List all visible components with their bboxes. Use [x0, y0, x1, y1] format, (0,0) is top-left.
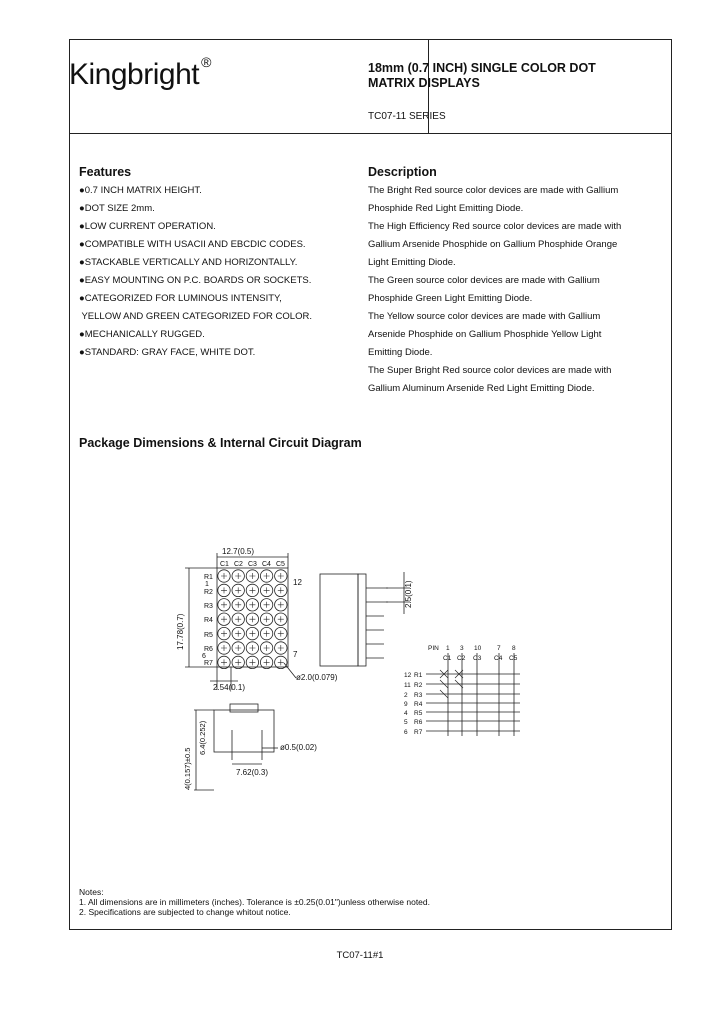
pin-number: 12	[293, 578, 302, 587]
matrix-dot-cross	[249, 631, 255, 637]
matrix-dot-cross	[221, 645, 227, 651]
description-line: The Super Bright Red source color devices are made with	[368, 365, 612, 376]
circuit-diagram	[426, 653, 520, 736]
lead-space-dimension: 2.5(0.1)	[404, 580, 413, 608]
circuit-col-label: C5	[509, 655, 518, 662]
side-dimension: 6.4(0.252)	[198, 720, 207, 755]
col-label: C5	[276, 561, 285, 568]
list-item: ●COMPATIBLE WITH USACII AND EBCDIC CODES.	[79, 239, 306, 250]
description-line: The Yellow source color devices are made with Gallium	[368, 311, 601, 322]
title-line-2: MATRIX DISPLAYS	[368, 76, 480, 90]
circuit-col-pin: 10	[474, 645, 482, 652]
circuit-col-pin: 3	[460, 645, 464, 652]
circuit-row-label: R5	[414, 710, 423, 717]
list-item: YELLOW AND GREEN CATEGORIZED FOR COLOR.	[79, 311, 312, 322]
features-heading: Features	[79, 165, 132, 179]
circuit-col-pin: 8	[512, 645, 516, 652]
list-item: ●CATEGORIZED FOR LUMINOUS INTENSITY,	[79, 293, 282, 304]
row-space-dimension: 7.62(0.3)	[236, 768, 269, 777]
matrix-dot-cross	[235, 645, 241, 651]
col-label: C3	[248, 561, 257, 568]
circuit-row-pin: 2	[404, 692, 408, 699]
matrix-dot-cross	[221, 616, 227, 622]
matrix-dot-cross	[278, 616, 284, 622]
matrix-dot-cross	[235, 616, 241, 622]
list-item: ●EASY MOUNTING ON P.C. BOARDS OR SOCKETS.	[79, 275, 312, 286]
circuit-col-label: C4	[494, 655, 503, 662]
side-view-outline	[320, 574, 358, 666]
circuit-row-label: R1	[414, 672, 423, 679]
circuit-row-label: R4	[414, 701, 423, 708]
matrix-dot-cross	[235, 573, 241, 579]
matrix-dot-cross	[249, 616, 255, 622]
list-item: ●STANDARD: GRAY FACE, WHITE DOT.	[79, 347, 256, 358]
description-line: Phosphide Green Light Emitting Diode.	[368, 293, 533, 304]
height-dimension: 17.78(0.7)	[176, 613, 185, 650]
depth-dimension: 4(0.157)±0.5	[183, 747, 192, 790]
circuit-row-pin: 11	[404, 682, 411, 689]
description-line: The Green source color devices are made with Gallium	[368, 275, 600, 286]
notes	[79, 887, 430, 917]
matrix-dot-cross	[264, 616, 270, 622]
row-label: R7	[204, 660, 213, 667]
matrix-dot-cross	[249, 659, 255, 665]
note-1: 1. All dimensions are in millimeters (inches). Tolerance is ±0.25(0.01")unless otherwise noted.	[79, 897, 430, 907]
notes-title: Notes:	[79, 887, 104, 897]
matrix-dot-cross	[278, 587, 284, 593]
pitch-dimension: 2.54(0.1)	[213, 683, 246, 692]
matrix-dot-cross	[278, 631, 284, 637]
circuit-row-pin: 12	[404, 672, 412, 679]
matrix-dot-cross	[235, 587, 241, 593]
page-footer: TC07-11#1	[336, 950, 384, 961]
description-line: Light Emitting Diode.	[368, 257, 456, 268]
matrix-dot-cross	[264, 573, 270, 579]
col-label: C1	[220, 561, 229, 568]
note-2: 2. Specifications are subjected to change whitout notice.	[79, 907, 291, 917]
matrix-dot-cross	[221, 631, 227, 637]
matrix-dot-cross	[235, 631, 241, 637]
package-heading: Package Dimensions & Internal Circuit Diagram	[79, 436, 362, 450]
title-line-1: 18mm (0.7 INCH) SINGLE COLOR DOT	[368, 61, 596, 75]
list-item: ●STACKABLE VERTICALLY AND HORIZONTALLY.	[79, 257, 298, 268]
matrix-dot-cross	[221, 602, 227, 608]
circuit-row-pin: 9	[404, 701, 408, 708]
matrix-dot-cross	[278, 573, 284, 579]
list-item: ●0.7 INCH MATRIX HEIGHT.	[79, 185, 202, 196]
circuit-col-pin: 7	[497, 645, 501, 652]
matrix-dot-cross	[264, 659, 270, 665]
pin-dimension: ø0.5(0.02)	[280, 743, 317, 752]
matrix-dot-cross	[278, 602, 284, 608]
description-line: The Bright Red source color devices are made with Gallium	[368, 185, 619, 196]
row-label: R1	[204, 574, 213, 581]
width-dimension: 12.7(0.5)	[222, 547, 255, 556]
matrix-dot-cross	[278, 659, 284, 665]
description-line: The High Efficiency Red source color devices are made with	[368, 221, 622, 232]
col-label: C4	[262, 561, 271, 568]
circuit-pin-label: PIN	[428, 645, 439, 652]
matrix-dot-cross	[249, 587, 255, 593]
list-item: ●DOT SIZE 2mm.	[79, 203, 155, 214]
circuit-col-label: C1	[443, 655, 452, 662]
description-line: Arsenide Phosphide on Gallium Phosphide Yellow Light	[368, 329, 602, 340]
circuit-row-pin: 6	[404, 729, 408, 736]
circuit-row-pin: 5	[404, 719, 408, 726]
description-line: Gallium Aluminum Arsenide Red Light Emitting Diode.	[368, 383, 595, 394]
description-heading: Description	[368, 165, 437, 179]
matrix-dot-cross	[264, 645, 270, 651]
dot-matrix-grid	[218, 570, 287, 669]
matrix-dot-cross	[278, 645, 284, 651]
description-line: Emitting Diode.	[368, 347, 433, 358]
circuit-row-label: R2	[414, 682, 423, 689]
row-label: R2	[204, 589, 213, 596]
brand-name: Kingbright	[69, 58, 200, 91]
pin-number: 1	[205, 581, 209, 588]
matrix-dot-cross	[264, 631, 270, 637]
circuit-row-label: R7	[414, 729, 423, 736]
pin-number: 6	[202, 653, 206, 660]
matrix-dot-cross	[235, 602, 241, 608]
row-label: R5	[204, 632, 213, 639]
row-label: R6	[204, 646, 213, 653]
circuit-row-label: R6	[414, 719, 423, 726]
pin-number: 7	[293, 650, 298, 659]
list-item: ●LOW CURRENT OPERATION.	[79, 221, 216, 232]
series-label: TC07-11 SERIES	[368, 111, 446, 122]
matrix-dot-cross	[235, 659, 241, 665]
matrix-dot-cross	[221, 587, 227, 593]
row-label: R4	[204, 617, 213, 624]
matrix-dot-cross	[264, 587, 270, 593]
bottom-view-outline	[214, 710, 274, 752]
col-label: C2	[234, 561, 243, 568]
matrix-dot-cross	[249, 645, 255, 651]
circuit-col-label: C2	[457, 655, 466, 662]
circuit-col-label: C3	[473, 655, 482, 662]
matrix-dot-cross	[249, 602, 255, 608]
matrix-dot-cross	[249, 573, 255, 579]
circuit-row-label: R3	[414, 692, 423, 699]
description-line: Gallium Arsenide Phosphide on Gallium Phosphide Orange	[368, 239, 618, 250]
matrix-dot-cross	[221, 659, 227, 665]
list-item: ●MECHANICALLY RUGGED.	[79, 329, 205, 340]
row-label: R3	[204, 603, 213, 610]
description-line: Phosphide Red Light Emitting Diode.	[368, 203, 524, 214]
matrix-dot-cross	[221, 573, 227, 579]
circuit-col-pin: 1	[446, 645, 450, 652]
registered-mark: ®	[201, 54, 211, 70]
dot-dimension: ø2.0(0.079)	[296, 673, 338, 682]
matrix-dot-cross	[264, 602, 270, 608]
circuit-row-pin: 4	[404, 710, 408, 717]
